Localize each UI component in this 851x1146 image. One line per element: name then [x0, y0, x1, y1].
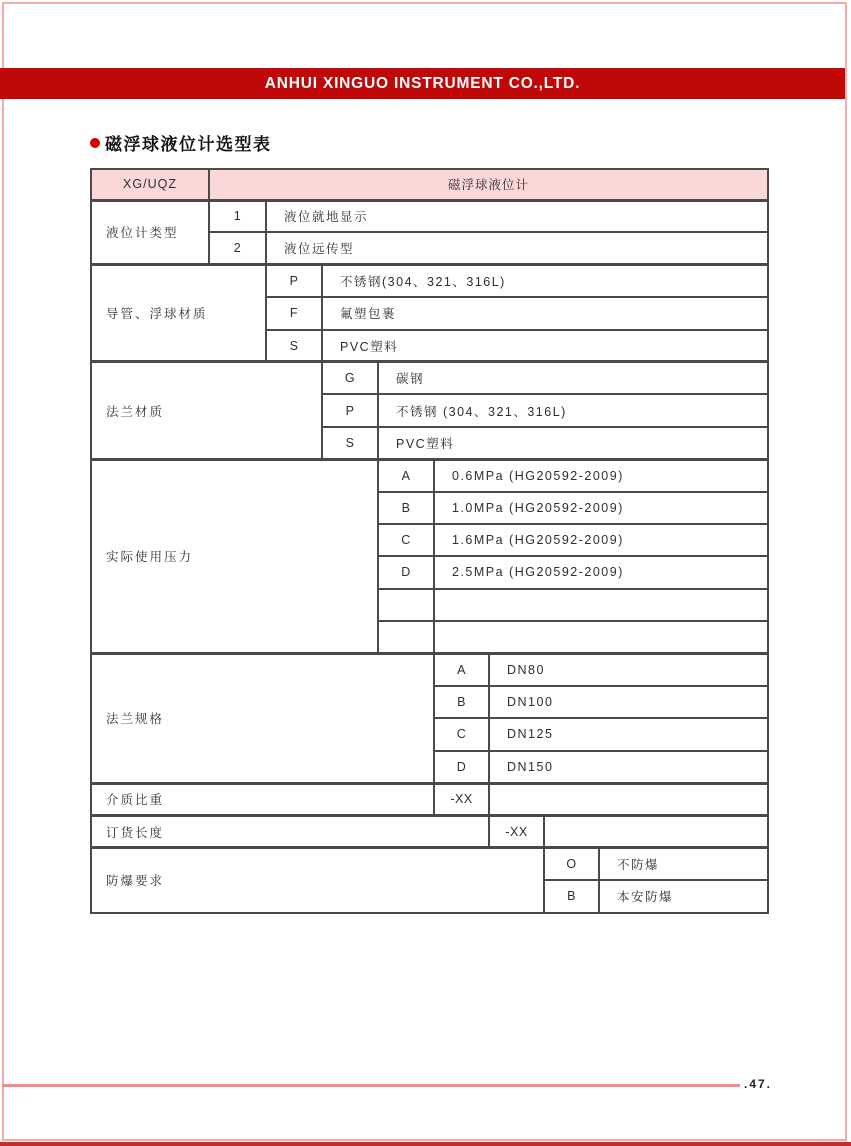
code-cell: 1	[209, 200, 266, 232]
section-label-working-pressure: 实际使用压力	[91, 459, 378, 653]
desc-cell	[434, 621, 768, 653]
desc-cell: 本安防爆	[599, 880, 768, 912]
desc-cell: 不锈钢 (304、321、316L)	[378, 394, 768, 426]
bullet-icon	[90, 138, 100, 148]
desc-cell: 液位远传型	[266, 232, 768, 264]
desc-cell: 氟塑包裹	[322, 297, 768, 329]
desc-cell: 碳钢	[378, 362, 768, 394]
page-number: .47.	[744, 1077, 773, 1091]
desc-cell: 1.6MPa (HG20592-2009)	[434, 524, 768, 556]
code-cell: C	[434, 718, 489, 750]
table-header-row	[91, 169, 768, 200]
section-label-flange-material: 法兰材质	[91, 362, 322, 459]
code-cell: 2	[209, 232, 266, 264]
desc-cell: 不锈钢(304、321、316L)	[322, 265, 768, 297]
code-cell: -XX	[489, 815, 544, 847]
section-label-explosion-proof: 防爆要求	[91, 848, 544, 913]
code-cell: F	[266, 297, 322, 329]
table-row	[91, 783, 768, 815]
code-cell: S	[322, 427, 378, 459]
desc-cell: DN150	[489, 751, 768, 783]
code-cell	[378, 621, 434, 653]
code-cell: D	[434, 751, 489, 783]
model-selection-table	[90, 168, 769, 914]
section-label-tube-float-material: 导管、浮球材质	[91, 265, 266, 362]
table-row	[91, 653, 768, 685]
code-cell: A	[378, 459, 434, 491]
desc-cell: 0.6MPa (HG20592-2009)	[434, 459, 768, 491]
footer-rule	[2, 1084, 740, 1087]
table-row	[91, 265, 768, 297]
table-row	[91, 362, 768, 394]
section-label-medium-density: 介质比重	[91, 783, 434, 815]
desc-cell: 1.0MPa (HG20592-2009)	[434, 492, 768, 524]
selection-table-wrap	[90, 168, 769, 914]
page-title: 磁浮球液位计选型表	[105, 135, 272, 154]
company-header-banner	[0, 68, 845, 99]
code-cell: G	[322, 362, 378, 394]
code-cell	[378, 589, 434, 621]
table-row	[91, 200, 768, 232]
section-label-order-length: 订货长度	[91, 815, 489, 847]
desc-cell	[544, 815, 768, 847]
code-cell: B	[434, 686, 489, 718]
model-code-cell: XG/UQZ	[91, 169, 209, 200]
desc-cell: DN80	[489, 653, 768, 685]
code-cell: P	[322, 394, 378, 426]
desc-cell: DN125	[489, 718, 768, 750]
model-name-cell: 磁浮球液位计	[209, 169, 768, 200]
section-title	[90, 130, 272, 155]
section-label-flange-size: 法兰规格	[91, 653, 434, 783]
code-cell: P	[266, 265, 322, 297]
desc-cell: 液位就地显示	[266, 200, 768, 232]
table-row	[91, 459, 768, 491]
code-cell: -XX	[434, 783, 489, 815]
desc-cell	[434, 589, 768, 621]
code-cell: D	[378, 556, 434, 588]
code-cell: B	[378, 492, 434, 524]
desc-cell	[489, 783, 768, 815]
section-label-gauge-type: 液位计类型	[91, 200, 209, 265]
code-cell: S	[266, 330, 322, 362]
desc-cell: DN100	[489, 686, 768, 718]
table-row	[91, 848, 768, 880]
desc-cell: PVC塑料	[378, 427, 768, 459]
desc-cell: PVC塑料	[322, 330, 768, 362]
code-cell: O	[544, 848, 599, 880]
code-cell: A	[434, 653, 489, 685]
code-cell: B	[544, 880, 599, 912]
bottom-red-bar	[0, 1142, 851, 1146]
desc-cell: 不防爆	[599, 848, 768, 880]
table-row	[91, 815, 768, 847]
company-name: ANHUI XINGUO INSTRUMENT CO.,LTD.	[264, 75, 581, 92]
desc-cell: 2.5MPa (HG20592-2009)	[434, 556, 768, 588]
code-cell: C	[378, 524, 434, 556]
